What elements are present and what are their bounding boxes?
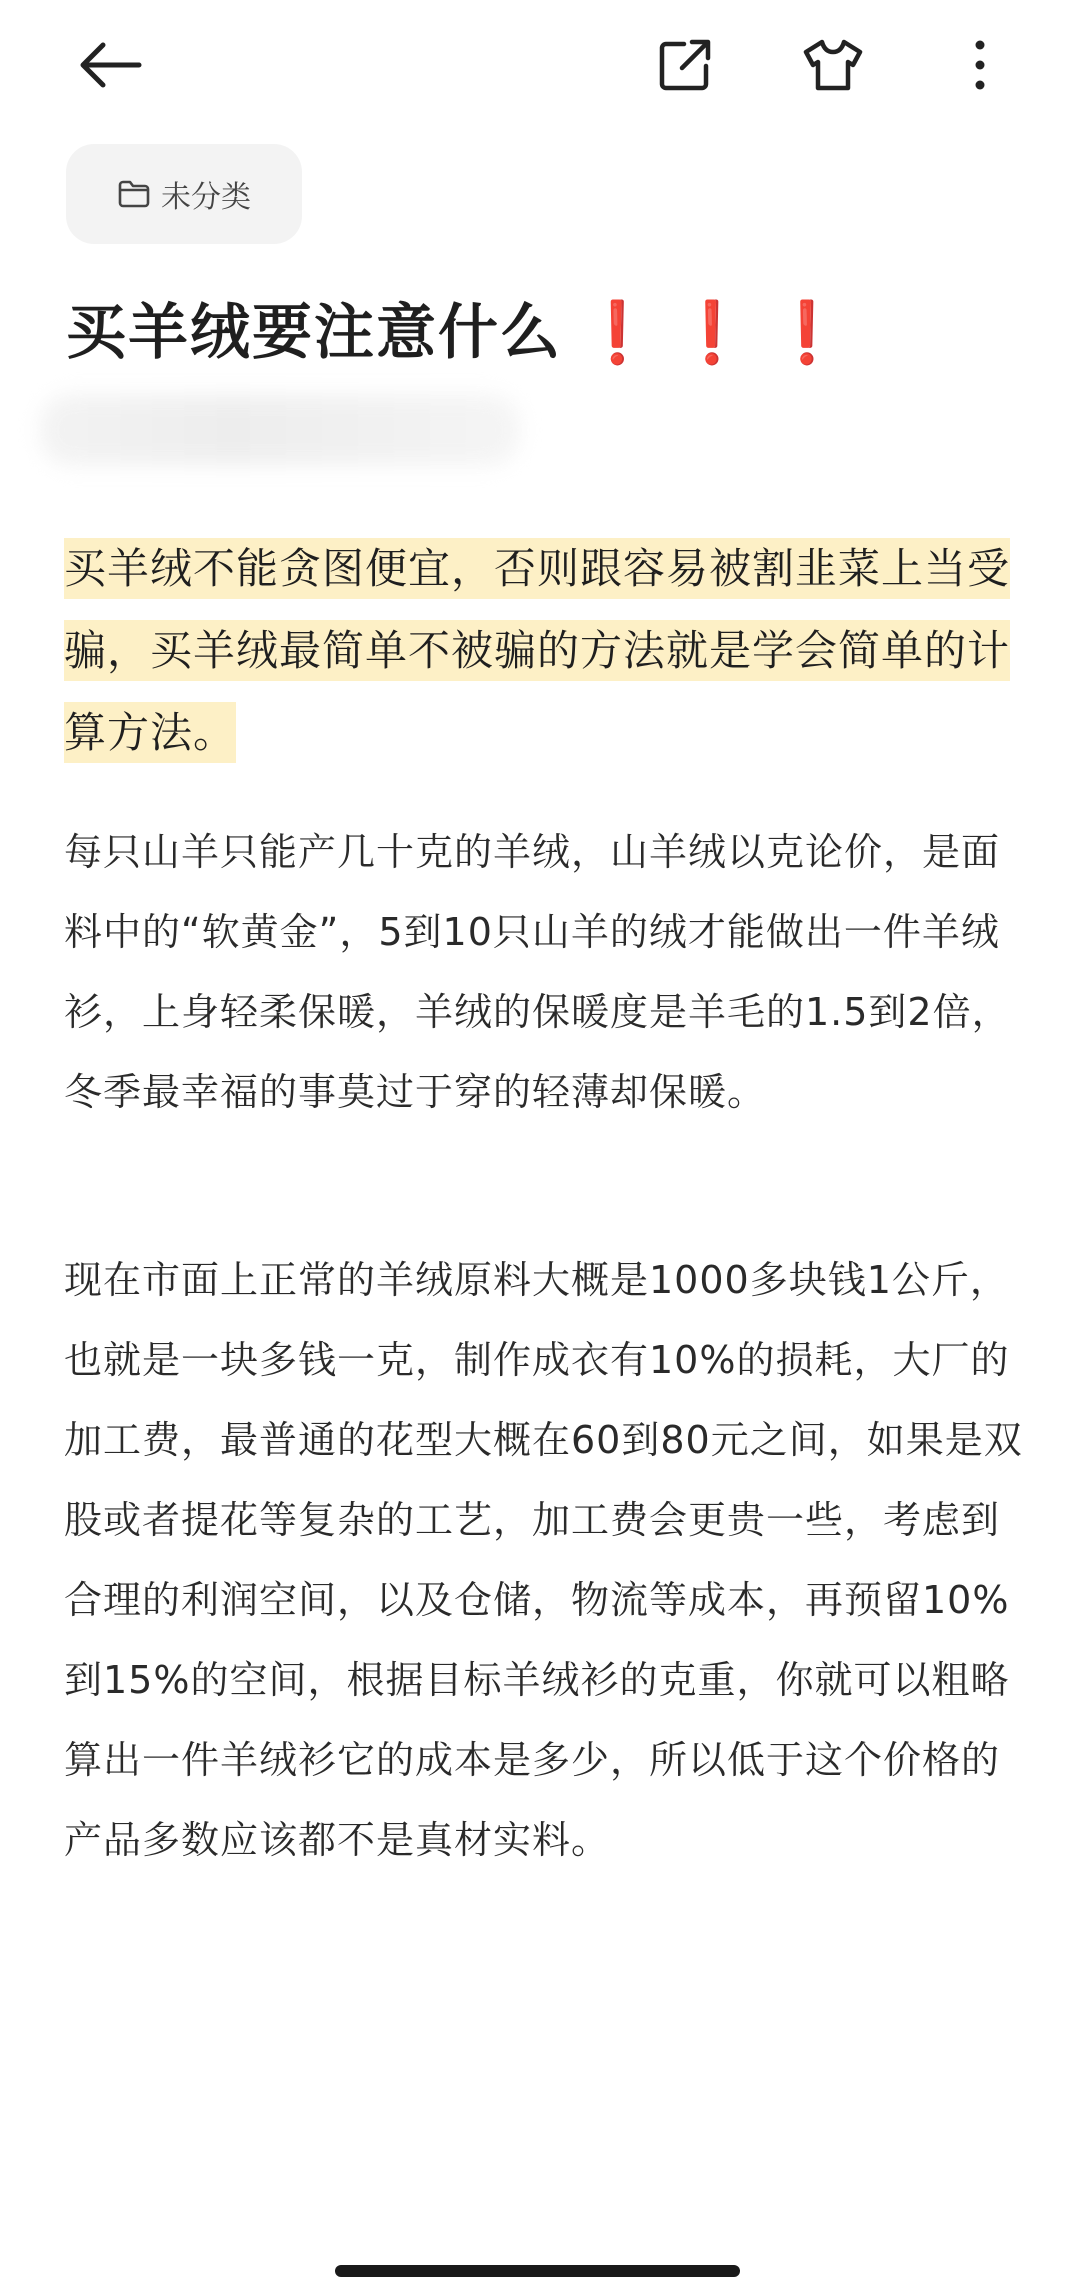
more-button[interactable]: [945, 30, 1015, 100]
exclamation-icon: ❗: [674, 298, 752, 368]
arrow-left-icon: [77, 40, 143, 90]
folder-icon: [117, 179, 151, 209]
exclamation-icon: ❗: [769, 298, 847, 368]
body-paragraph-1[interactable]: 每只山羊只能产几十克的羊绒，山羊绒以克论价，是面料中的“软黄金”，5到10只山羊的绒才能做出一件羊绒衫，上身轻柔保暖，羊绒的保暖度是羊毛的1.5到2倍，冬季最幸福的事莫过于穿的轻薄却保暖。: [64, 830, 1011, 1114]
note-title-text: 买羊绒要注意什么: [66, 298, 562, 368]
note-title: [66, 288, 1026, 378]
body-paragraph-2[interactable]: 现在市面上正常的羊绒原料大概是1000多块钱1公斤，也就是一块多钱一克，制作成衣有10%的损耗，大厂的加工费，最普通的花型大概在60到80元之间，如果是双股或者提花等复杂的工艺，加工费会更贵一些，考虑到合理的利润空间，以及仓储，物流等成本，再预留10%到15%的空间，根据目标羊绒衫的克重，你就可以粗略算出一件羊绒衫它的成本是多少，所以低于这个价格的产品多数应该都不是真材实料。: [64, 1258, 1023, 1862]
more-vertical-icon: [973, 38, 987, 92]
tshirt-icon: [802, 38, 864, 92]
highlighted-text: 买羊绒不能贪图便宜，否则跟容易被割韭菜上当受骗，买羊绒最简单不被骗的方法就是学会简单的计算方法。: [64, 538, 1010, 763]
highlighted-paragraph[interactable]: [64, 528, 1024, 774]
back-button[interactable]: [75, 30, 145, 100]
share-icon: [658, 38, 712, 92]
exclamation-icon: ❗: [580, 298, 657, 368]
theme-button[interactable]: [798, 30, 868, 100]
blurred-metadata: [40, 395, 520, 465]
folder-chip[interactable]: [66, 144, 302, 244]
folder-label: 未分类: [161, 180, 251, 215]
top-toolbar: [0, 0, 1080, 130]
share-button[interactable]: [650, 30, 720, 100]
home-indicator[interactable]: [335, 2265, 740, 2277]
